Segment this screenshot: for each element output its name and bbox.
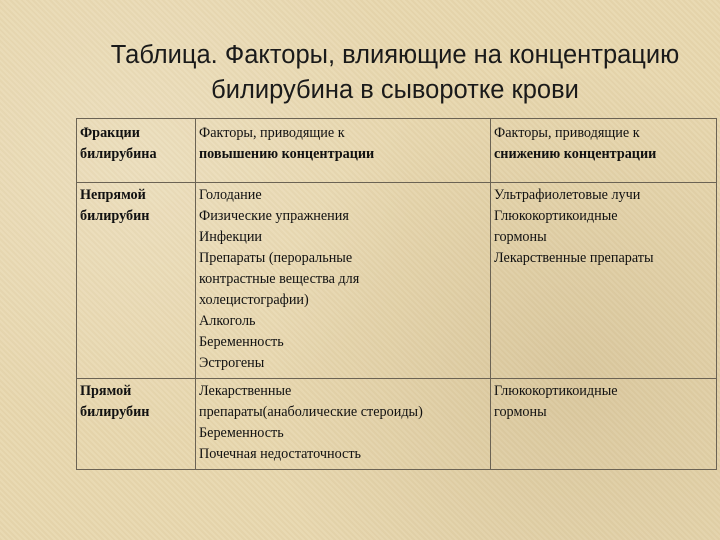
increase-indirect-item: Препараты (пероральные (199, 250, 353, 266)
fraction-cell-direct (77, 379, 196, 470)
increase-cell-indirect (196, 183, 491, 379)
header-increase-line-2: повышению концентрации (199, 146, 375, 162)
increase-direct-item: препараты(анаболические стероиды) (199, 404, 423, 420)
increase-indirect-item: Инфекции (199, 229, 262, 245)
header-fractions-line-1: Фракции (80, 125, 140, 141)
decrease-cell-indirect (491, 183, 717, 379)
header-cell-decrease (491, 119, 717, 183)
decrease-indirect-item: Лекарственные препараты (494, 250, 654, 266)
decrease-indirect-item: Глюкокортикоидные (494, 208, 618, 224)
decrease-indirect-item: Ультрафиолетовые лучи (494, 187, 641, 203)
header-fractions-line-2: билирубина (80, 146, 157, 162)
decrease-direct-item: Глюкокортикоидные (494, 383, 618, 399)
increase-direct-item: Лекарственные (199, 383, 292, 399)
table-row-indirect (77, 183, 717, 379)
table-row-direct (77, 379, 717, 470)
fraction-indirect-line-2: билирубин (80, 208, 150, 224)
increase-indirect-item: Алкоголь (199, 313, 256, 329)
fraction-direct-line-2: билирубин (80, 404, 150, 420)
header-decrease-line-2: снижению концентрации (494, 146, 657, 162)
fraction-cell-indirect (77, 183, 196, 379)
increase-indirect-item: Беременность (199, 334, 284, 350)
decrease-cell-direct (491, 379, 717, 470)
increase-cell-direct (196, 379, 491, 470)
decrease-indirect-item: гормоны (494, 229, 547, 245)
page-title (70, 38, 720, 108)
fraction-direct-line-1: Прямой (80, 383, 132, 399)
increase-indirect-item: Голодание (199, 187, 262, 203)
increase-indirect-item: контрастные вещества для (199, 271, 360, 287)
increase-indirect-item: Физические упражнения (199, 208, 349, 224)
increase-indirect-item: холецистографии) (199, 292, 309, 308)
increase-direct-item: Почечная недостаточность (199, 446, 361, 462)
bilirubin-factors-table-container (76, 118, 716, 470)
increase-indirect-item: Эстрогены (199, 355, 265, 371)
fraction-indirect-line-1: Непрямой (80, 187, 146, 203)
title-line-1: Таблица. Факторы, влияющие на концентрацию (110, 41, 680, 69)
header-cell-fractions (77, 119, 196, 183)
title-line-2: билирубина в сыворотке крови (211, 76, 579, 104)
header-cell-increase (196, 119, 491, 183)
header-increase-line-1: Факторы, приводящие к (199, 125, 345, 141)
header-decrease-line-1: Факторы, приводящие к (494, 125, 640, 141)
table-header-row (77, 119, 717, 183)
decrease-direct-item: гормоны (494, 404, 547, 420)
increase-direct-item: Беременность (199, 425, 284, 441)
bilirubin-factors-table (76, 118, 717, 470)
